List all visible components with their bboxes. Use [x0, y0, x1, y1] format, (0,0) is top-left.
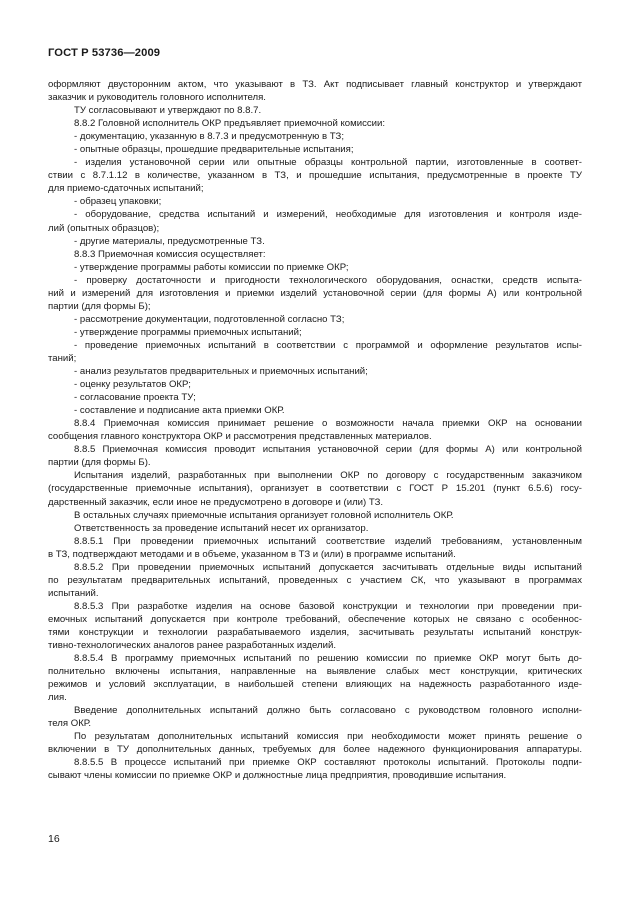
text-line: емочных испытаний допускается при контроле требований, обеспечение которых не связано с особеннос- [48, 613, 582, 625]
text-line: лий (опытных образцов); [48, 222, 160, 234]
text-line: Испытания изделий, разработанных при выполнении ОКР по договору с государственным заказчиком [74, 470, 582, 482]
text-line: оформляют двусторонним актом, что указывают в ТЗ. Акт подписывает главный конструктор и утверждают [48, 79, 582, 90]
text-line: - проведение приемочных испытаний в соответствии с программой и оформление результатов испы- [74, 339, 582, 351]
text-line: В остальных случаях приемочные испытания организует головной исполнитель ОКР. [74, 509, 454, 521]
text-line: 8.8.5 Приемочная комиссия проводит испытания установочной серии (для формы А) или контрольной [74, 444, 582, 456]
text-line: партии (для формы Б). [48, 457, 151, 469]
text-line: полнительно включены испытания, направленные на выявление слабых мест конструкции, критических [48, 666, 582, 678]
text-line: - утверждение программы приемочных испытаний; [74, 326, 302, 338]
text-line: 8.8.4 Приемочная комиссия принимает решение о возможности начала приемки ОКР на основании [74, 418, 582, 430]
text-line: партии (для формы Б); [48, 300, 151, 312]
text-line: ний и измерений для изготовления и приемки изделий установочной серии (для формы А) или контрольной [48, 287, 582, 299]
text-line: тивно-технологических аналогов ранее разработанных изделий. [48, 640, 337, 652]
text-line: сывают члены комиссии по приемке ОКР и должностные лица предприятия, проводившие испытания. [48, 770, 507, 782]
text-line: ТУ согласовывают и утверждают по 8.8.7. [74, 105, 262, 117]
text-line: 8.8.5.2 При проведении приемочных испытаний допускается засчитывать отдельные виды испытаний [74, 561, 582, 573]
text-line: - утверждение программы работы комиссии по приемке ОКР; [74, 261, 349, 273]
text-line: включении в ТУ дополнительных данных, требуемых для более надежного функционирования аппаратуры. [48, 744, 582, 756]
text-line: режимов и условий эксплуатации, в наибольшей степени влияющих на надежность разработанного изде- [48, 679, 582, 691]
text-line: лия. [48, 692, 67, 704]
text-line: 8.8.2 Головной исполнитель ОКР предъявляет приемочной комиссии: [74, 118, 386, 130]
text-line: сообщения главного конструктора ОКР и рассмотрения представленных материалов. [48, 431, 432, 443]
text-line: - проверку достаточности и пригодности технологического оборудования, оснастки, средств испыта- [74, 274, 582, 286]
text-line: 8.8.5.5 В процессе испытаний при приемке ОКР составляют протоколы испытаний. Протоколы подпи- [74, 757, 582, 769]
text-line: - анализ результатов предварительных и приемочных испытаний; [74, 366, 368, 378]
text-line: - оборудование, средства испытаний и измерений, необходимые для изготовления и контроля изде- [74, 209, 582, 221]
text-line: - оценку результатов ОКР; [74, 379, 191, 391]
page-number: 16 [48, 833, 60, 845]
text-line: - рассмотрение документации, подготовленной согласно ТЗ; [74, 313, 345, 325]
text-line: 8.8.3 Приемочная комиссия осуществляет: [74, 248, 266, 260]
text-line: заказчик и руководитель головного исполнителя. [48, 92, 266, 104]
text-line: испытаний. [48, 587, 99, 599]
text-line: - опытные образцы, прошедшие предварительные испытания; [74, 144, 354, 156]
text-line: Ответственность за проведение испытаний несет их организатор. [74, 522, 369, 534]
text-line: ствии с 8.7.1.12 в количестве, указанном в ТЗ, и прошедшие испытания, предусмотренные в проекте ТУ [48, 170, 582, 182]
text-line: 8.8.5.4 В программу приемочных испытаний по решению комиссии по приемке ОКР могут быть до- [74, 653, 582, 665]
text-line: для приемо-сдаточных испытаний; [48, 183, 204, 195]
text-line: 8.8.5.1 При проведении приемочных испытаний соответствие изделий требованиям, установленным [74, 535, 582, 547]
text-line: - составление и подписание акта приемки ОКР. [74, 405, 285, 417]
text-line: теля ОКР. [48, 718, 92, 730]
text-line: - образец упаковки; [74, 196, 162, 208]
text-line: По результатам дополнительных испытаний комиссия при необходимости может принять решение о [74, 731, 582, 743]
text-line: Введение дополнительных испытаний должно быть согласовано с руководством головного исполни- [74, 705, 582, 717]
document-header: ГОСТ Р 53736—2009 [48, 47, 161, 59]
document-body [48, 78, 582, 783]
text-line: - другие материалы, предусмотренные ТЗ. [74, 235, 265, 247]
text-line: дарственный заказчик, если иное не предусмотрено в договоре и (или) ТЗ. [48, 496, 384, 508]
text-line: - согласование проекта ТУ; [74, 392, 196, 404]
text-line: тями конструкции и технологии разрабатываемого изделия, засчитывать результаты испытаний конструк- [48, 626, 582, 638]
text-line: таний; [48, 352, 77, 364]
text-line: по результатам предварительных испытаний, проведенных с участием СК, что указывают в программах [48, 574, 582, 586]
text-line: (государственные приемочные испытания), организует в соответствии с ГОСТ Р 15.201 (пункт 6.5.6) госу- [48, 483, 582, 495]
text-line: - изделия установочной серии или опытные образцы контрольной партии, изготовленные в соответ- [74, 157, 582, 169]
text-line: в ТЗ, подтверждают методами и в объеме, указанном в ТЗ и (или) в программе испытаний. [48, 548, 456, 560]
text-line: 8.8.5.3 При разработке изделия на основе базовой конструкции и технологии при проведении при- [74, 600, 582, 612]
text-line: - документацию, указанную в 8.7.3 и предусмотренную в ТЗ; [74, 131, 344, 143]
